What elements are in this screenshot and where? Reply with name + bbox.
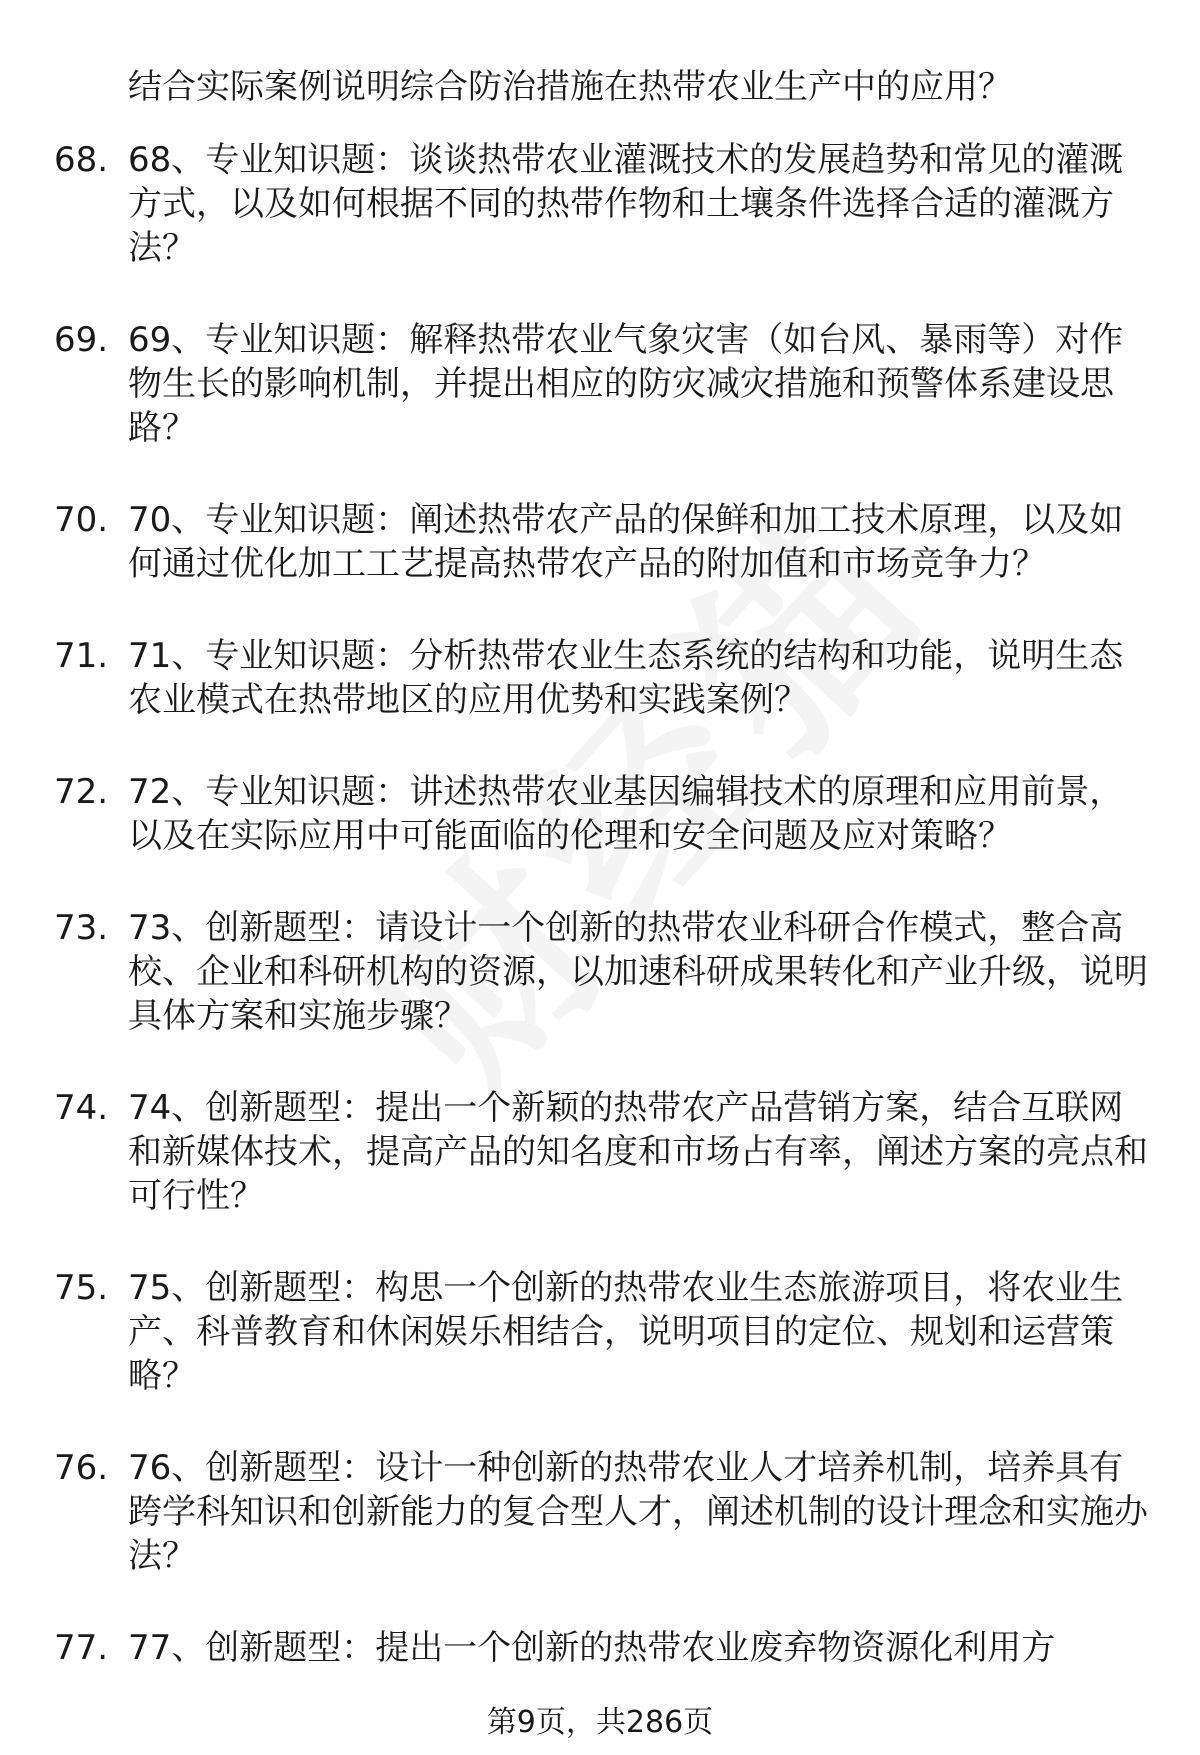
question-item xyxy=(0,1266,1148,1398)
question-number: 73. xyxy=(54,908,109,948)
question-text: 77、创新题型：提出一个创新的热带农业废弃物资源化利用方 xyxy=(128,1628,1056,1668)
question-number: 77. xyxy=(54,1628,109,1668)
question-text: 69、专业知识题：解释热带农业气象灾害（如台风、暴雨等）对作物生长的影响机制，并提出相应的防灾减灾措施和预警体系建设思路？ xyxy=(128,320,1124,448)
question-item xyxy=(0,498,1148,586)
question-text: 70、专业知识题：阐述热带农产品的保鲜和加工技术原理，以及如何通过优化加工工艺提高热带农产品的附加值和市场竞争力？ xyxy=(128,500,1124,584)
question-item xyxy=(0,770,1148,858)
question-item xyxy=(0,906,1148,1038)
question-text: 74、创新题型：提出一个新颖的热带农产品营销方案，结合互联网和新媒体技术，提高产品的知名度和市场占有率，阐述方案的亮点和可行性？ xyxy=(128,1088,1148,1216)
question-list xyxy=(0,138,1200,1718)
question-item xyxy=(0,1626,1148,1670)
continued-question-text: 结合实际案例说明综合防治措施在热带农业生产中的应用？ xyxy=(128,67,1012,107)
question-item xyxy=(0,634,1148,722)
page-footer: 第9页，共286页 xyxy=(486,1705,714,1740)
question-text: 68、专业知识题：谈谈热带农业灌溉技术的发展趋势和常见的灌溉方式，以及如何根据不同的热带作物和土壤条件选择合适的灌溉方法？ xyxy=(128,140,1124,268)
question-item xyxy=(0,318,1148,450)
question-text: 72、专业知识题：讲述热带农业基因编辑技术的原理和应用前景，以及在实际应用中可能面临的伦理和安全问题及应对策略？ xyxy=(128,772,1124,856)
question-item xyxy=(0,138,1148,270)
question-number: 71. xyxy=(54,636,109,676)
question-number: 72. xyxy=(54,772,109,812)
question-text: 75、创新题型：构思一个创新的热带农业生态旅游项目，将农业生产、科普教育和休闲娱乐相结合，说明项目的定位、规划和运营策略？ xyxy=(128,1268,1124,1396)
question-number: 69. xyxy=(54,320,109,360)
question-number: 74. xyxy=(54,1088,109,1128)
question-item xyxy=(0,1446,1148,1578)
question-text: 76、创新题型：设计一种创新的热带农业人才培养机制，培养具有跨学科知识和创新能力的复合型人才，阐述机制的设计理念和实施办法？ xyxy=(128,1448,1148,1576)
question-number: 76. xyxy=(54,1448,109,1488)
question-text: 73、创新题型：请设计一个创新的热带农业科研合作模式，整合高校、企业和科研机构的资源，以加速科研成果转化和产业升级，说明具体方案和实施步骤？ xyxy=(128,908,1148,1036)
question-text: 71、专业知识题：分析热带农业生态系统的结构和功能，说明生态农业模式在热带地区的应用优势和实践案例？ xyxy=(128,636,1124,720)
question-number: 75. xyxy=(54,1268,109,1308)
question-item xyxy=(0,1086,1148,1218)
question-number: 68. xyxy=(54,140,109,180)
question-number: 70. xyxy=(54,500,109,540)
